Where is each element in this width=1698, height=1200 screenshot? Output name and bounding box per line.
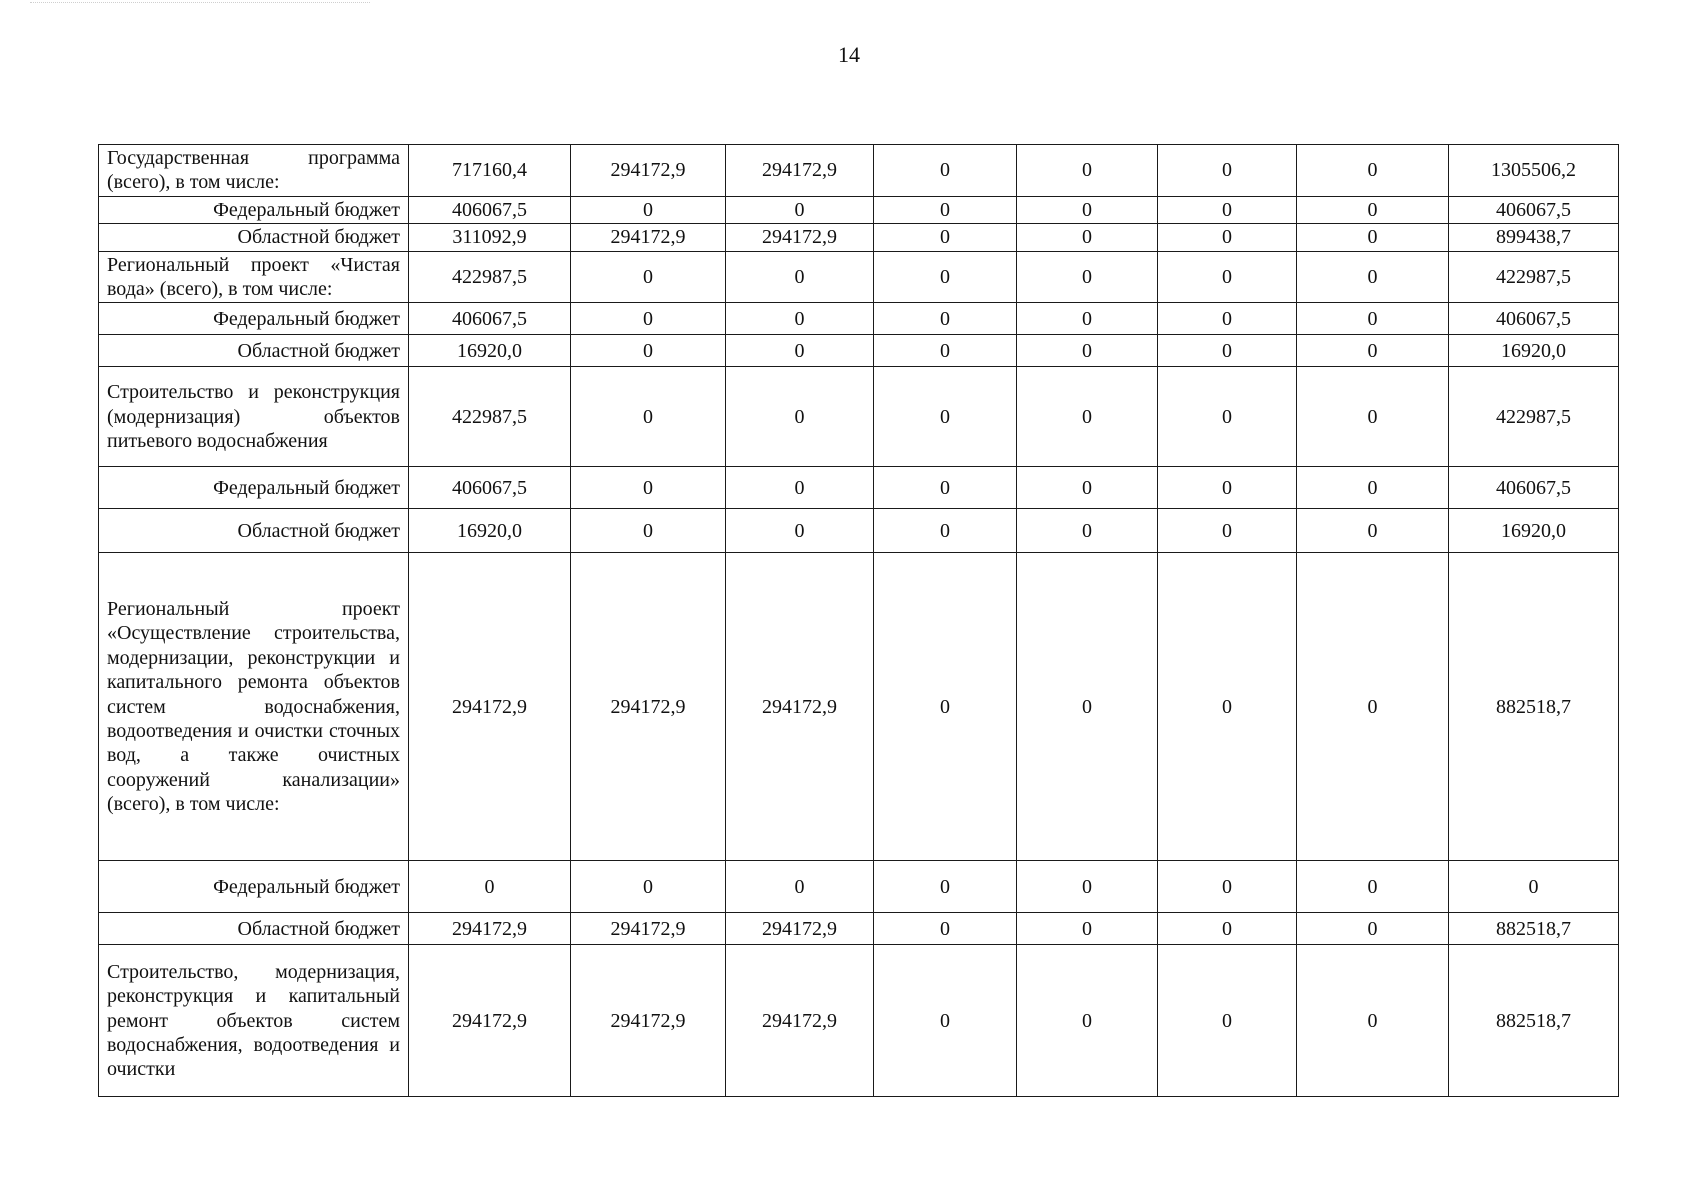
value-cell: 0 — [1017, 251, 1158, 303]
value-cell: 422987,5 — [409, 251, 571, 303]
value-cell: 0 — [571, 303, 726, 335]
value-cell: 16920,0 — [409, 509, 571, 553]
value-cell: 0 — [1017, 145, 1158, 197]
value-cell: 0 — [874, 913, 1017, 945]
value-cell: 0 — [874, 367, 1017, 467]
value-cell: 294172,9 — [571, 553, 726, 861]
value-cell: 0 — [874, 467, 1017, 509]
value-cell: 0 — [874, 861, 1017, 913]
row-label: Областной бюджет — [99, 509, 409, 553]
value-cell: 0 — [1297, 509, 1449, 553]
row-label: Федеральный бюджет — [99, 196, 409, 223]
row-total: 406067,5 — [1449, 196, 1619, 223]
value-cell: 0 — [409, 861, 571, 913]
row-total: 406067,5 — [1449, 467, 1619, 509]
value-cell: 717160,4 — [409, 145, 571, 197]
table-row — [99, 945, 1619, 1097]
row-label: Региональный проект «Осуществление строительства, модернизации, реконструкции и капитального ремонта объектов систем водоснабжения, водоотведения и очистки сточных вод, а также очистных сооружений канализации» (всего), в том числе: — [99, 553, 409, 861]
value-cell: 0 — [874, 224, 1017, 251]
value-cell: 294172,9 — [571, 224, 726, 251]
value-cell: 0 — [726, 861, 874, 913]
budget-table — [98, 144, 1619, 1097]
value-cell: 0 — [571, 367, 726, 467]
value-cell: 0 — [726, 251, 874, 303]
row-total: 1305506,2 — [1449, 145, 1619, 197]
value-cell: 0 — [726, 509, 874, 553]
table-row — [99, 467, 1619, 509]
value-cell: 0 — [1017, 509, 1158, 553]
value-cell: 0 — [726, 367, 874, 467]
value-cell: 406067,5 — [409, 303, 571, 335]
value-cell: 294172,9 — [571, 945, 726, 1097]
value-cell: 294172,9 — [409, 945, 571, 1097]
value-cell: 0 — [874, 945, 1017, 1097]
value-cell: 0 — [1297, 367, 1449, 467]
table-row — [99, 196, 1619, 223]
value-cell: 0 — [1017, 303, 1158, 335]
value-cell: 0 — [1297, 145, 1449, 197]
value-cell: 0 — [1158, 367, 1297, 467]
value-cell: 294172,9 — [726, 553, 874, 861]
value-cell: 0 — [1158, 303, 1297, 335]
value-cell: 0 — [1158, 945, 1297, 1097]
value-cell: 0 — [1158, 145, 1297, 197]
value-cell: 0 — [726, 303, 874, 335]
value-cell: 0 — [1297, 861, 1449, 913]
table-row — [99, 145, 1619, 197]
row-total: 882518,7 — [1449, 913, 1619, 945]
value-cell: 0 — [1297, 224, 1449, 251]
row-total: 882518,7 — [1449, 553, 1619, 861]
page-number: 14 — [838, 42, 860, 67]
value-cell: 0 — [1158, 861, 1297, 913]
value-cell: 0 — [1158, 913, 1297, 945]
value-cell: 294172,9 — [571, 145, 726, 197]
value-cell: 0 — [1017, 224, 1158, 251]
value-cell: 0 — [1297, 303, 1449, 335]
row-label: Государственная программа (всего), в том числе: — [99, 145, 409, 197]
value-cell: 294172,9 — [409, 913, 571, 945]
value-cell: 0 — [1158, 553, 1297, 861]
row-label: Федеральный бюджет — [99, 861, 409, 913]
value-cell: 0 — [1158, 509, 1297, 553]
value-cell: 16920,0 — [409, 335, 571, 367]
row-label: Федеральный бюджет — [99, 303, 409, 335]
table-row — [99, 251, 1619, 303]
value-cell: 0 — [1017, 553, 1158, 861]
table-row — [99, 303, 1619, 335]
value-cell: 0 — [1017, 467, 1158, 509]
row-label: Строительство и реконструкция (модернизация) объектов питьевого водоснабжения — [99, 367, 409, 467]
value-cell: 0 — [1297, 913, 1449, 945]
value-cell: 0 — [726, 467, 874, 509]
value-cell: 0 — [571, 196, 726, 223]
value-cell: 0 — [1297, 196, 1449, 223]
value-cell: 0 — [1158, 251, 1297, 303]
value-cell: 0 — [1017, 367, 1158, 467]
value-cell: 0 — [1297, 251, 1449, 303]
value-cell: 0 — [1017, 196, 1158, 223]
value-cell: 0 — [571, 467, 726, 509]
value-cell: 0 — [1017, 913, 1158, 945]
value-cell: 0 — [571, 335, 726, 367]
row-total: 16920,0 — [1449, 335, 1619, 367]
row-total: 882518,7 — [1449, 945, 1619, 1097]
row-label: Областной бюджет — [99, 335, 409, 367]
table-row — [99, 913, 1619, 945]
value-cell: 294172,9 — [571, 913, 726, 945]
value-cell: 0 — [1158, 224, 1297, 251]
table-row — [99, 224, 1619, 251]
value-cell: 0 — [1158, 196, 1297, 223]
value-cell: 0 — [726, 196, 874, 223]
value-cell: 0 — [1297, 553, 1449, 861]
value-cell: 0 — [1297, 335, 1449, 367]
row-label: Областной бюджет — [99, 913, 409, 945]
value-cell: 0 — [1017, 861, 1158, 913]
value-cell: 0 — [1158, 467, 1297, 509]
scan-artifact — [30, 2, 370, 5]
value-cell: 0 — [874, 251, 1017, 303]
row-total: 422987,5 — [1449, 251, 1619, 303]
row-total: 899438,7 — [1449, 224, 1619, 251]
value-cell: 294172,9 — [726, 145, 874, 197]
value-cell: 406067,5 — [409, 196, 571, 223]
row-total: 0 — [1449, 861, 1619, 913]
value-cell: 0 — [1297, 945, 1449, 1097]
value-cell: 311092,9 — [409, 224, 571, 251]
value-cell: 0 — [1017, 945, 1158, 1097]
value-cell: 294172,9 — [726, 224, 874, 251]
value-cell: 0 — [1297, 467, 1449, 509]
value-cell: 422987,5 — [409, 367, 571, 467]
row-label: Региональный проект «Чистая вода» (всего), в том числе: — [99, 251, 409, 303]
value-cell: 0 — [571, 251, 726, 303]
row-label: Областной бюджет — [99, 224, 409, 251]
value-cell: 0 — [874, 553, 1017, 861]
table-row — [99, 335, 1619, 367]
value-cell: 0 — [874, 145, 1017, 197]
value-cell: 0 — [571, 861, 726, 913]
table-row — [99, 367, 1619, 467]
value-cell: 294172,9 — [726, 913, 874, 945]
table-row — [99, 509, 1619, 553]
row-label: Федеральный бюджет — [99, 467, 409, 509]
row-total: 406067,5 — [1449, 303, 1619, 335]
value-cell: 406067,5 — [409, 467, 571, 509]
value-cell: 0 — [874, 196, 1017, 223]
row-total: 16920,0 — [1449, 509, 1619, 553]
value-cell: 0 — [571, 509, 726, 553]
value-cell: 0 — [874, 509, 1017, 553]
value-cell: 0 — [1158, 335, 1297, 367]
value-cell: 0 — [874, 303, 1017, 335]
value-cell: 0 — [874, 335, 1017, 367]
value-cell: 294172,9 — [409, 553, 571, 861]
value-cell: 294172,9 — [726, 945, 874, 1097]
row-label: Строительство, модернизация, реконструкция и капитальный ремонт объектов систем водоснабжения, водоотведения и очистки — [99, 945, 409, 1097]
value-cell: 0 — [726, 335, 874, 367]
value-cell: 0 — [1017, 335, 1158, 367]
table-row — [99, 553, 1619, 861]
table-row — [99, 861, 1619, 913]
row-total: 422987,5 — [1449, 367, 1619, 467]
